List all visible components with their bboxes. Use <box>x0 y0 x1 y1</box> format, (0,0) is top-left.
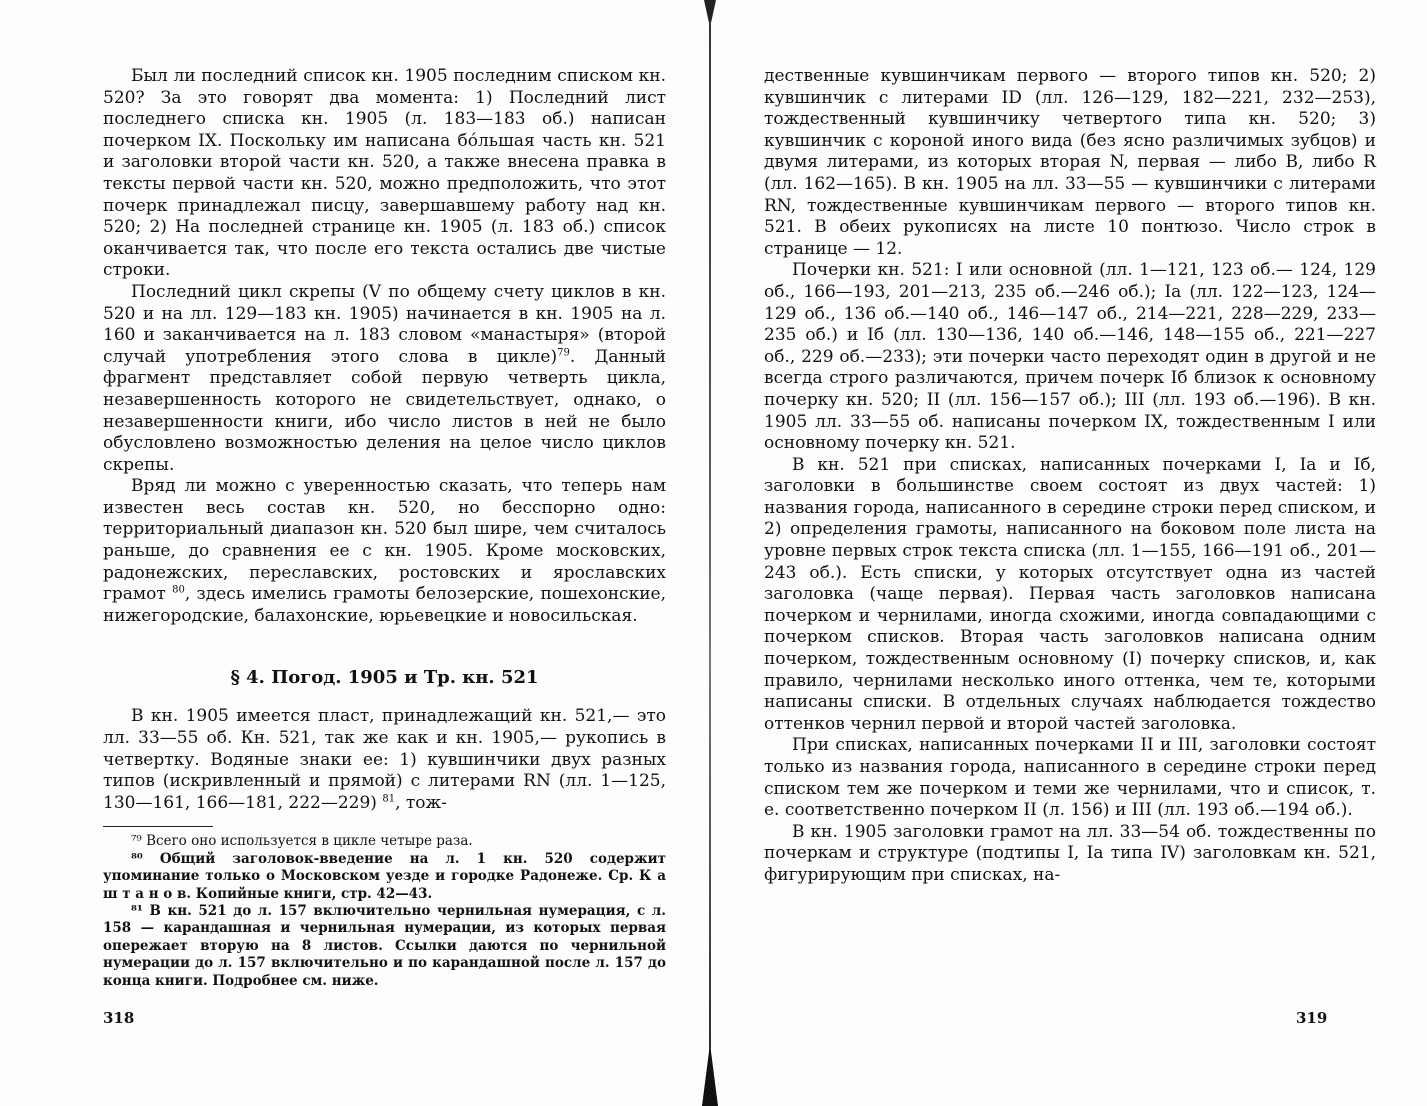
spine-line <box>709 0 711 1106</box>
footnote-ref: 79 <box>557 347 570 359</box>
left-page-text <box>103 66 666 990</box>
page-number: 319 <box>1296 1009 1328 1027</box>
footnote: ⁸¹ В кн. 521 до л. 157 включительно чернильная нумерация, с л. 158 — карандашная и чернильная нумерации, из которых первая опережает вторую на 8 листов. Ссылки даются по чернильной нумерации до л. 157 включительно и по карандашной после л. 157 до конца книги. Подробнее см. ниже. <box>103 903 666 989</box>
footnote-divider <box>103 826 213 827</box>
footnote-ref: 81 <box>382 793 396 805</box>
paragraph: При списках, написанных почерками II и III, заголовки состоят только из названия города, написанного в середине строки перед списком тем же почерком и теми же чернилами, что и список, т. е. соответственно почерком II (л. 156) и III (лл. 193 об.—194 об.). <box>764 735 1376 821</box>
footnotes <box>103 833 666 990</box>
paragraph-text: Вряд ли можно с уверенностью сказать, что теперь нам известен весь состав кн. 520, но бесспорно одно: территориальный диапазон кн. 520 был шире, чем считалось раньше, до сравнения ее с кн. 1905. Кроме московских, радонежских, переславских, ростовских и ярославских грамот <box>103 476 666 605</box>
paragraph: В кн. 1905 заголовки грамот на лл. 33—54 об. тождественны по почеркам и структуре (подтипы I, Iа типа IV) заголовкам кн. 521, фигурирующим при списках, на- <box>764 821 1376 885</box>
paragraph-text: . Данный фрагмент представляет собой первую четверть цикла, незавершенность которого не свидетельствует, однако, о незавершенности книги, ибо число листов в ней не было обусловлено возможностью деления на целое число циклов скрепы. <box>103 346 666 475</box>
paragraph-text: , здесь имелись грамоты белозерские, пошехонские, нижегородские, балахонские, юрьевецкие и новосильская. <box>103 584 666 626</box>
footnote: ⁷⁹ Всего оно используется в цикле четыре раза. <box>131 833 473 850</box>
paragraph-text: В кн. 1905 имеется пласт, принадлежащий кн. 521,— это лл. 33—55 об. Кн. 521, так же как и кн. 1905,— рукопись в четвертку. Водяные знаки ее: 1) кувшинчики двух разных типов (искривленный и прямой) с литерами RN (лл. 1—125, 130—161, 166—181, 222—229) <box>103 706 666 813</box>
paragraph <box>103 282 666 476</box>
section-heading: § 4. Погод. 1905 и Тр. кн. 521 <box>230 667 539 689</box>
paragraph <box>103 476 666 627</box>
paragraph-text: , тож- <box>395 792 447 813</box>
paragraph: дественные кувшинчикам первого — второго типов кн. 520; 2) кувшинчик с литерами ID (лл. 126—129, 182—221, 232—253), тождественный кувшинчику четвертого типа кн. 520; 3) кувшинчик с короной иного вида (без ясно различимых зубцов) и двумя литерами, из которых вторая N, первая — либо B, либо R (лл. 162—165). В кн. 1905 на лл. 33—55 — кувшинчики с литерами RN, тождественные кувшинчикам первого — второго типов кн. 521. В обеих рукописях на листе 10 понтюзо. Число строк в странице — 12. <box>764 66 1376 259</box>
left-page <box>0 0 706 1106</box>
paragraph: В кн. 521 при списках, написанных почерками I, Iа и Iб, заголовки в большинстве своем состоят из двух частей: 1) названия города, написанного в середине строки перед списком, и 2) определения грамоты, написанного на боковом поле листа на уровне первых строк текста списка (лл. 1—155, 166—191 об., 201—243 об.). Есть списки, у которых отсутствует одна из частей заголовка (чаще первая). Первая часть заголовков написана почерком и чернилами, иногда схожими, иногда совпадающими с почерком списков. Вторая часть заголовков написана одним почерком, тождественным основному (I) почерку списков, и, как правило, чернилами несколько иного оттенка, чем те, которыми написаны списки. В отдельных случаях наблюдается тождество оттенков чернил первой и второй частей заголовка. <box>764 454 1376 734</box>
page-number: 318 <box>103 1009 135 1027</box>
paragraph-text: Последний цикл скрепы (V по общему счету циклов в кн. 520 и на лл. 129—183 кн. 1905) начинается в кн. 1905 на л. 160 и заканчивается на л. 183 словом «манастыря» (второй случай употребления этого слова в цикле) <box>103 281 666 367</box>
paragraph <box>103 706 666 814</box>
right-page <box>714 0 1427 1106</box>
footnote-ref: 80 <box>172 584 185 596</box>
footnote: ⁸⁰ Общий заголовок-введение на л. 1 кн. 520 содержит упоминание только о Московском уезде и городке Радонеже. Ср. К а ш т а н о в. Копийные книги, стр. 42—43. <box>103 850 666 902</box>
paragraph: Почерки кн. 521: I или основной (лл. 1—121, 123 об.— 124, 129 об., 166—193, 201—213, 235 об.—246 об.); Iа (лл. 122—123, 124—129 об., 136 об.—140 об., 146—147 об., 214—221, 228—229, 233—235 об.) и Iб (лл. 130—136, 140 об.—146, 148—155 об., 221—227 об., 229 об.—233); эти почерки часто переходят один в другой и не всегда строго различаются, причем почерк Iб близок к основному почерку кн. 520; II (лл. 156—157 об.); III (лл. 193 об.—196). В кн. 1905 лл. 33—55 об. написаны почерком IX, тождественным I или основному почерку кн. 521. <box>764 260 1376 454</box>
right-page-text <box>764 66 1376 887</box>
paragraph: Был ли последний список кн. 1905 последним списком кн. 520? За это говорят два момента: 1) Последний лист последнего списка кн. 1905 (л. 183—183 об.) написан почерком IX. Поскольку им написана бо́льшая часть кн. 521 и заголовки второй части кн. 520, а также внесена правка в тексты первой части кн. 520, можно предположить, что этот почерк принадлежал писцу, завершавшему работу над кн. 520; 2) На последней странице кн. 1905 (л. 183 об.) список оканчивается так, что после его текста остались две чистые строки. <box>103 66 666 281</box>
